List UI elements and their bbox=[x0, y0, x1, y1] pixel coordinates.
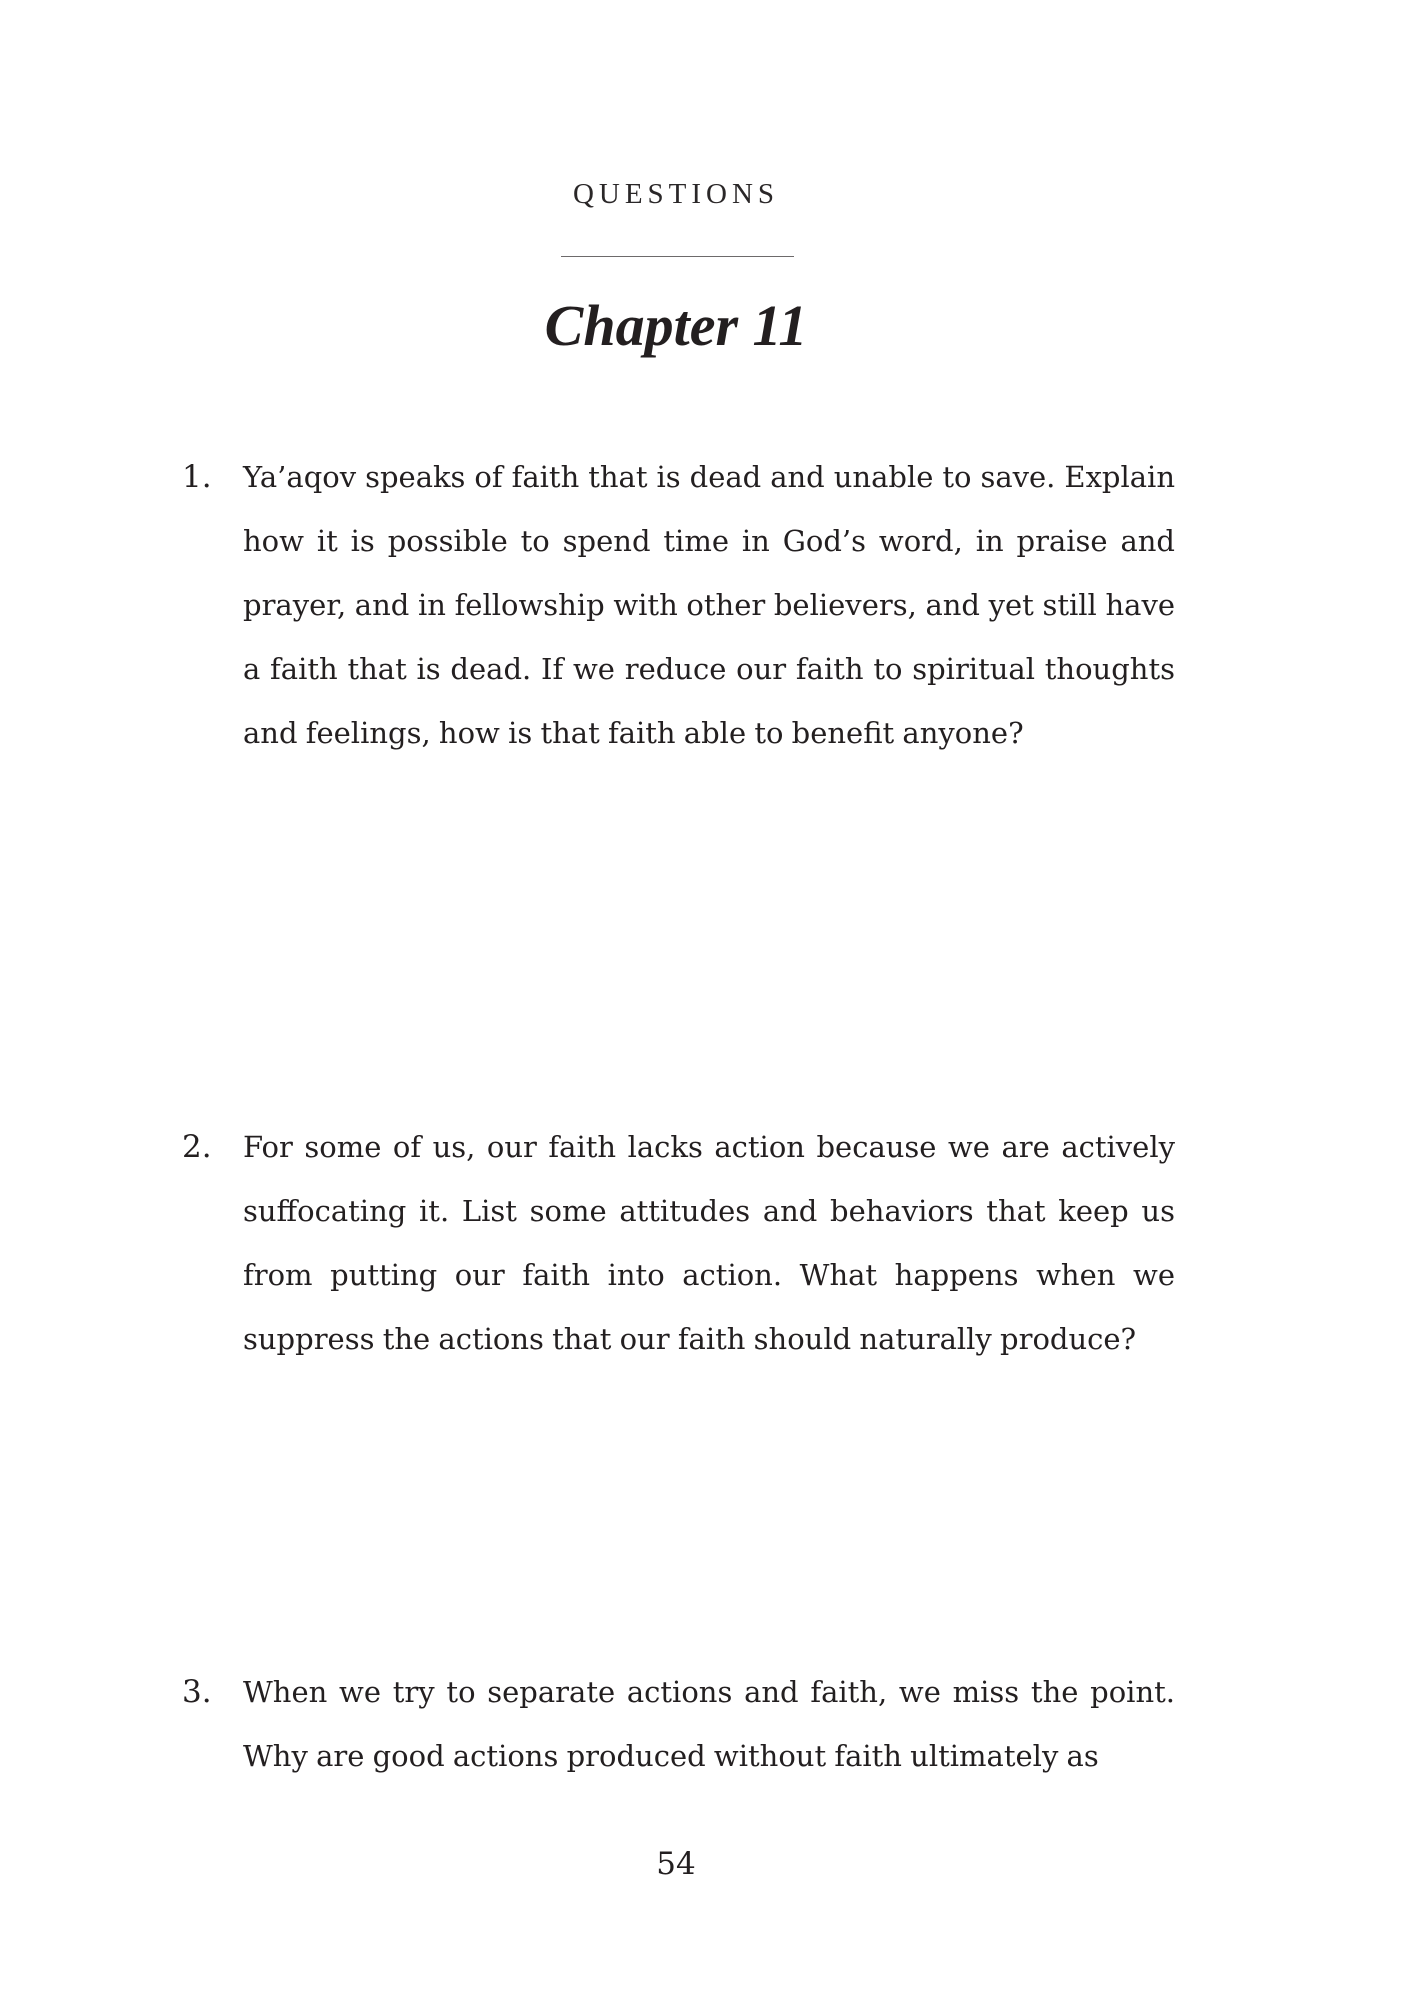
question-number: 3. bbox=[182, 1674, 212, 1710]
question-text: For some of us, our faith lacks action because we are actively suffocating it. List some attitudes and behaviors that keep us from putting our faith into action. What happens when we suppress the actions that our faith should naturally produce? bbox=[243, 1130, 1175, 1356]
title-divider bbox=[561, 256, 794, 257]
chapter-title: Chapter 11 bbox=[544, 293, 808, 358]
page-number: 54 bbox=[656, 1846, 696, 1882]
question-text: When we try to separate actions and faith, we miss the point. Why are good actions produced without faith ultimately as bbox=[243, 1675, 1175, 1773]
question-text: Ya’aqov speaks of faith that is dead and unable to save. Explain how it is possible to spend time in God’s word, in praise and prayer, and in fellowship with other believers, and yet still have a faith that is dead. If we reduce our faith to spiritual thoughts and feelings, how is that faith able to benefit anyone? bbox=[243, 460, 1175, 750]
question-number: 2. bbox=[182, 1129, 212, 1165]
question-number: 1. bbox=[182, 459, 212, 495]
section-label: QUESTIONS bbox=[572, 178, 780, 210]
